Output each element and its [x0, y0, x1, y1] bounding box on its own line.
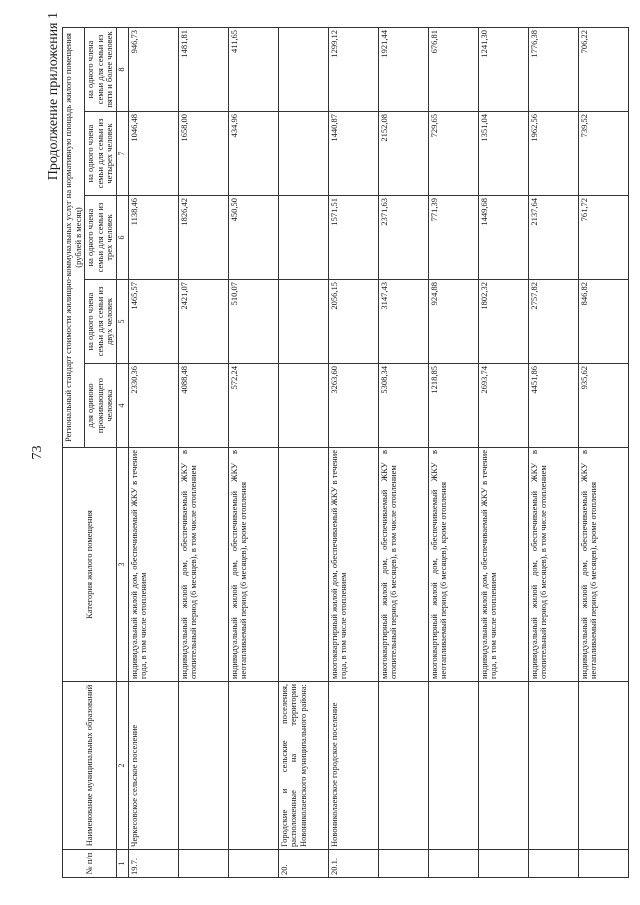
column-number: 3	[116, 448, 128, 682]
row-value: 411,65	[228, 27, 278, 111]
row-category: индивидуальный жилой дом, обеспечиваемый ЖКУ в течение года, в том числе отоплением	[128, 448, 178, 682]
row-value: 1481,81	[178, 27, 228, 111]
row-number	[178, 850, 228, 878]
row-number	[378, 850, 428, 878]
row-number: 19.7.	[128, 850, 178, 878]
row-municipality	[428, 682, 478, 850]
column-number: 7	[116, 112, 128, 196]
row-municipality	[478, 682, 528, 850]
table-row	[228, 27, 278, 877]
table-row	[528, 27, 578, 877]
table-row	[128, 27, 178, 877]
row-value: 1962,56	[528, 112, 578, 196]
row-value: 935,62	[578, 364, 628, 448]
table-row	[278, 27, 328, 877]
header-sub: на одного члена семьи для семьи из пяти и более человек	[85, 27, 117, 111]
row-value: 434,96	[228, 112, 278, 196]
row-value: 1802,32	[478, 280, 528, 364]
row-value: 3263,60	[328, 364, 378, 448]
row-value: 2056,15	[328, 280, 378, 364]
row-value: 2137,64	[528, 196, 578, 280]
row-value: 1218,85	[428, 364, 478, 448]
row-value: 1138,46	[128, 196, 178, 280]
row-value: 2757,82	[528, 280, 578, 364]
row-municipality: Новониколаевское городское поселение	[328, 682, 378, 850]
header-num: № п/п	[63, 850, 117, 878]
table-row	[328, 27, 378, 877]
row-value: 5308,34	[378, 364, 428, 448]
row-value: 739,52	[578, 112, 628, 196]
row-category: многоквартирный жилой дом, обеспечиваемый ЖКУ в отопительный период (6 месяцев), в том числе отоплением	[378, 448, 428, 682]
row-category	[278, 448, 328, 682]
row-value: 1241,30	[478, 27, 528, 111]
row-value: 2371,63	[378, 196, 428, 280]
row-value: 1826,42	[178, 196, 228, 280]
header-sub: на одного члена семьи для семьи из четырех человек	[85, 112, 117, 196]
table-row	[178, 27, 228, 877]
row-municipality	[178, 682, 228, 850]
row-number	[228, 850, 278, 878]
row-category: индивидуальный жилой дом, обеспечиваемый ЖКУ в течение года, в том числе отоплением	[478, 448, 528, 682]
row-value: 1571,51	[328, 196, 378, 280]
header-sub: на одного члена семьи для семьи из двух человек	[85, 280, 117, 364]
row-value: 2693,74	[478, 364, 528, 448]
row-number	[428, 850, 478, 878]
column-number: 5	[116, 280, 128, 364]
row-value: 706,22	[578, 27, 628, 111]
row-category: индивидуальный жилой дом, обеспечиваемый ЖКУ в отопительный период (6 месяцев), в том числе отоплением	[178, 448, 228, 682]
row-municipality	[228, 682, 278, 850]
header-sub: для одиноко проживающего человека	[85, 364, 117, 448]
column-number: 1	[116, 850, 128, 878]
row-value: 572,24	[228, 364, 278, 448]
table-row	[578, 27, 628, 877]
row-municipality: Черкесовское сельское поселение	[128, 682, 178, 850]
row-number: 20.	[278, 850, 328, 878]
row-municipality	[578, 682, 628, 850]
page-number: 73	[30, 445, 45, 460]
row-value	[278, 364, 328, 448]
column-number: 4	[116, 364, 128, 448]
table-row	[478, 27, 528, 877]
row-value: 1046,48	[128, 112, 178, 196]
row-value: 1465,57	[128, 280, 178, 364]
row-number	[478, 850, 528, 878]
header-sub: на одного члена семьи для семьи из трех человек	[85, 196, 117, 280]
table-row	[428, 27, 478, 877]
row-value: 924,88	[428, 280, 478, 364]
row-value: 1449,68	[478, 196, 528, 280]
row-category: многоквартирный жилой дом, обеспечиваемый ЖКУ в неотапливаемый период (6 месяцев), кроме отопления	[428, 448, 478, 682]
row-value: 4451,86	[528, 364, 578, 448]
row-value: 3147,43	[378, 280, 428, 364]
row-category: индивидуальный жилой дом, обеспечиваемый ЖКУ в неотапливаемый период (6 месяцев), кроме отопления	[578, 448, 628, 682]
column-number: 2	[116, 682, 128, 850]
row-value	[278, 280, 328, 364]
row-value	[278, 196, 328, 280]
row-number: 20.1.	[328, 850, 378, 878]
row-value: 1351,04	[478, 112, 528, 196]
row-value: 4088,48	[178, 364, 228, 448]
row-value: 1299,12	[328, 27, 378, 111]
row-municipality: Городские и сельские поселения, расположенные на территории Новониколаевского муниципального района:	[278, 682, 328, 850]
row-value: 2330,36	[128, 364, 178, 448]
row-value: 2421,07	[178, 280, 228, 364]
table-row	[378, 27, 428, 877]
row-value: 729,65	[428, 112, 478, 196]
row-municipality	[378, 682, 428, 850]
row-municipality	[528, 682, 578, 850]
row-value	[278, 27, 328, 111]
row-value: 846,82	[578, 280, 628, 364]
tariff-table	[62, 27, 629, 878]
row-number	[578, 850, 628, 878]
row-value: 510,07	[228, 280, 278, 364]
row-number	[528, 850, 578, 878]
row-value: 1776,38	[528, 27, 578, 111]
row-value: 946,73	[128, 27, 178, 111]
column-number: 6	[116, 196, 128, 280]
row-category: многоквартирный жилой дом, обеспечиваемый ЖКУ в течение года, в том числе отоплением	[328, 448, 378, 682]
table-body	[128, 27, 628, 877]
row-category: индивидуальный жилой дом, обеспечиваемый ЖКУ в отопительный период (6 месяцев), в том числе отоплением	[528, 448, 578, 682]
continuation-note: Продолжение приложения 1	[46, 12, 61, 181]
row-category: индивидуальный жилой дом, обеспечиваемый ЖКУ в неотапливаемый период (6 месяцев), кроме отопления	[228, 448, 278, 682]
header-category: Категория жилого помещения	[63, 448, 117, 682]
row-value: 1658,00	[178, 112, 228, 196]
row-value: 1440,87	[328, 112, 378, 196]
header-name: Наименование муниципальных образований	[63, 682, 117, 850]
row-value: 771,39	[428, 196, 478, 280]
row-value: 450,50	[228, 196, 278, 280]
row-value: 761,72	[578, 196, 628, 280]
row-value: 676,81	[428, 27, 478, 111]
row-value: 2152,08	[378, 112, 428, 196]
row-value	[278, 112, 328, 196]
header-standard: Региональный стандарт стоимости жилищно-коммунальных услуг на нормативную площадь жилого помещения (рублей в месяц)	[63, 27, 85, 447]
row-value: 1921,44	[378, 27, 428, 111]
column-number: 8	[116, 27, 128, 111]
